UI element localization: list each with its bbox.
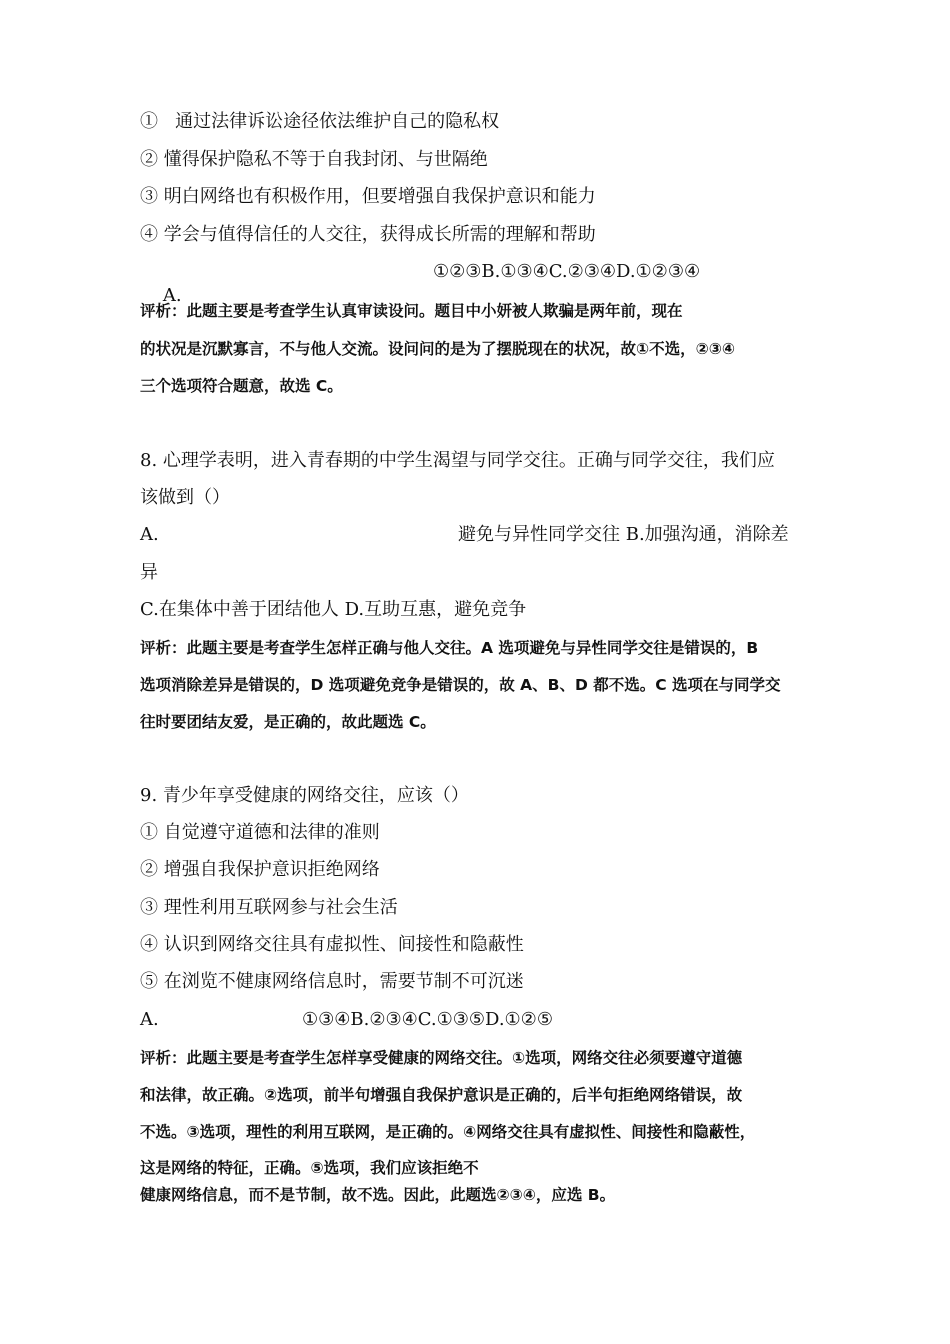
q8-answer-wrap: 异	[140, 562, 158, 583]
q9-option-2: ② 增强自我保护意识拒绝网络	[140, 859, 380, 880]
q8-analysis-line-1: 评析：此题主要是考查学生怎样正确与他人交往。A 选项避免与异性同学交往是错误的，B	[140, 639, 759, 657]
q7-option-1: ① 通过法律诉讼途径依法维护自己的隐私权	[140, 111, 500, 132]
q9-option-5: ⑤ 在浏览不健康网络信息时，需要节制不可沉迷	[140, 971, 524, 992]
q9-option-4: ④ 认识到网络交往具有虚拟性、间接性和隐蔽性	[140, 934, 524, 955]
q7-option-2: ② 懂得保护隐私不等于自我封闭、与世隔绝	[140, 149, 488, 170]
q7-option-4: ④ 学会与值得信任的人交往，获得成长所需的理解和帮助	[140, 224, 596, 245]
q7-analysis-line-1: 评析：此题主要是考查学生认真审读设问。题目中小妍被人欺骗是两年前，现在	[140, 302, 683, 320]
q8-answer-line-2: C.在集体中善于团结他人 D.互助互惠，避免竞争	[140, 599, 527, 620]
q8-stem-line-1: 8. 心理学表明，进入青春期的中学生渴望与同学交往。正确与同学交往，我们应	[140, 450, 775, 471]
q8-analysis-line-2: 选项消除差异是错误的，D 选项避免竞争是错误的，故 A、B、D 都不选。C 选项在与同学交	[140, 676, 781, 694]
q8-analysis-line-3: 往时要团结友爱，是正确的，故此题选 C。	[140, 713, 436, 731]
q9-analysis-line-4: 这是网络的特征，正确。⑤选项，我们应该拒绝不	[140, 1159, 479, 1177]
q7-analysis-line-3: 三个选项符合题意，故选 C。	[140, 377, 343, 395]
q7-analysis-line-2: 的状况是沉默寡言，不与他人交流。设问问的是为了摆脱现在的状况，故①不选，②③④	[140, 340, 735, 358]
q8-answer-options: 避免与异性同学交往 B.加强沟通，消除差	[458, 524, 789, 545]
q7-answer-options: ①②③B.①③④C.②③④D.①②③④	[433, 261, 701, 282]
q9-stem: 9. 青少年享受健康的网络交往，应该（）	[140, 785, 469, 806]
q9-analysis-line-1: 评析：此题主要是考查学生怎样享受健康的网络交往。①选项，网络交往必须要遵守道德	[140, 1049, 743, 1067]
q9-answer-options: ①③④B.②③④C.①③⑤D.①②⑤	[302, 1009, 553, 1030]
q8-stem-line-2: 该做到（）	[140, 487, 230, 508]
q8-answer-prefix: A.	[140, 524, 159, 545]
q9-answer-prefix: A.	[140, 1009, 159, 1030]
q9-option-1: ① 自觉遵守道德和法律的准则	[140, 822, 380, 843]
q7-answer-prefix: A.	[162, 285, 182, 306]
q7-option-3: ③ 明白网络也有积极作用，但要增强自我保护意识和能力	[140, 186, 596, 207]
q9-analysis-line-2: 和法律，故正确。②选项，前半句增强自我保护意识是正确的，后半句拒绝网络错误，故	[140, 1086, 743, 1104]
q9-analysis-line-3: 不选。③选项，理性的利用互联网，是正确的。④网络交往具有虚拟性、间接性和隐蔽性，	[140, 1123, 756, 1141]
q9-option-3: ③ 理性利用互联网参与社会生活	[140, 897, 398, 918]
q9-analysis-line-5: 健康网络信息，而不是节制，故不选。因此，此题选②③④，应选 B。	[140, 1186, 616, 1204]
